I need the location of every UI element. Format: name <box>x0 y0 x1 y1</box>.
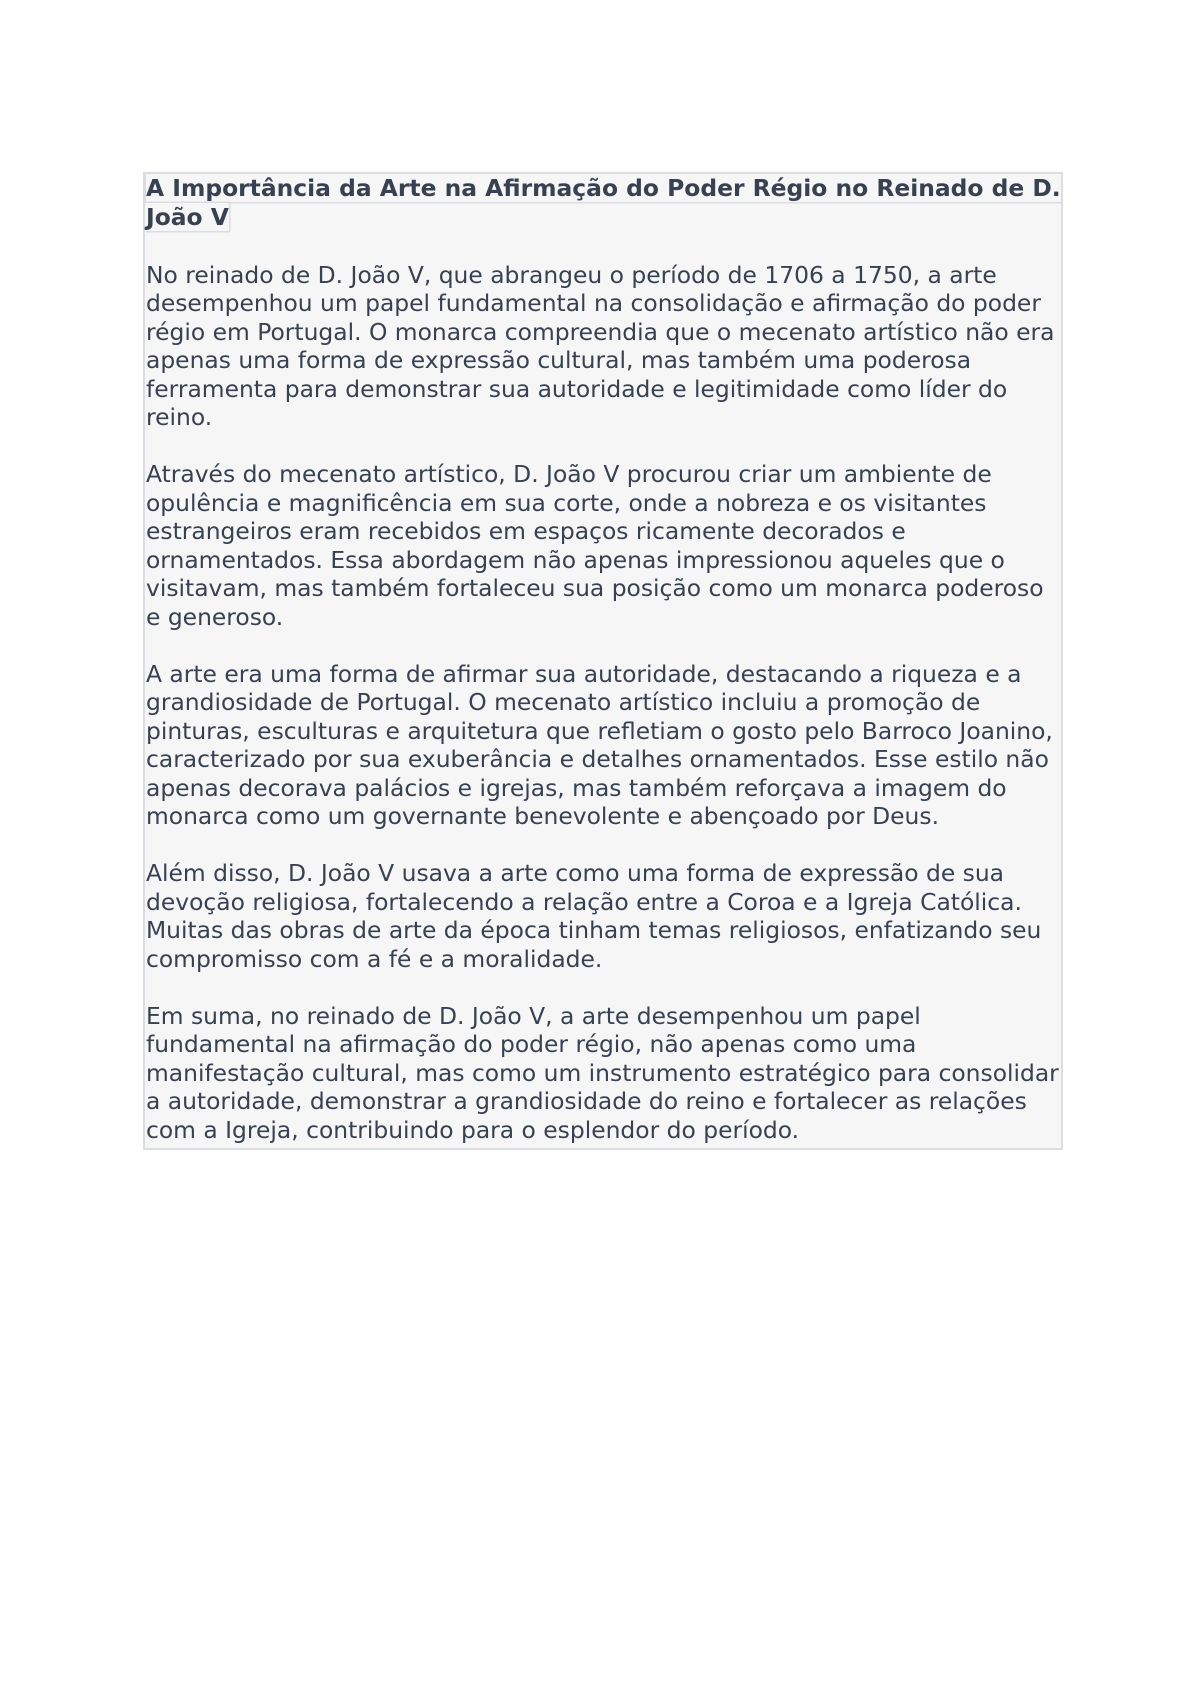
text-block <box>143 172 1063 1150</box>
paragraph-2: Através do mecenato artístico, D. João V procurou criar um ambiente de opulência e magnificência em sua corte, onde a nobreza e os visitantes estrangeiros eram recebidos em espaços ricamente decorados e ornamentados. Essa abordagem não apenas impressionou aqueles que o visitavam, mas também fortaleceu sua posição como um monarca poderoso e generoso. <box>146 460 1044 631</box>
paragraph-1: No reinado de D. João V, que abrangeu o período de 1706 a 1750, a arte desempenhou um papel fundamental na consolidação e afirmação do poder régio em Portugal. O monarca compreendia que o mecenato artístico não era apenas uma forma de expressão cultural, mas também uma poderosa ferramenta para demonstrar sua autoridade e legitimidade como líder do reino. <box>146 260 1055 431</box>
document-title: A Importância da Arte na Afirmação do Poder Régio no Reinado de D. João V <box>146 174 1061 231</box>
paragraph-4: Além disso, D. João V usava a arte como uma forma de expressão de sua devoção religiosa, fortalecendo a relação entre a Coroa e a Igreja Católica. Muitas das obras de arte da época tinham temas religiosos, enfatizando seu compromisso com a fé e a moralidade. <box>146 859 1042 973</box>
paragraph-5: Em suma, no reinado de D. João V, a arte desempenhou um papel fundamental na afirmação do poder régio, não apenas como uma manifestação cultural, mas como um instrumento estratégico para consolidar a autoridade, demonstrar a grandiosidade do reino e fortalecer as relações com a Igreja, contribuindo para o esplendor do período. <box>146 1001 1059 1144</box>
paragraph-3: A arte era uma forma de afirmar sua autoridade, destacando a riqueza e a grandiosidade de Portugal. O mecenato artístico incluiu a promoção de pinturas, esculturas e arquitetura que refletiam o gosto pelo Barroco Joanino, caracterizado por sua exuberância e detalhes ornamentados. Esse estilo não apenas decorava palácios e igrejas, mas também reforçava a imagem do monarca como um governante benevolente e abençoado por Deus. <box>146 659 1053 830</box>
